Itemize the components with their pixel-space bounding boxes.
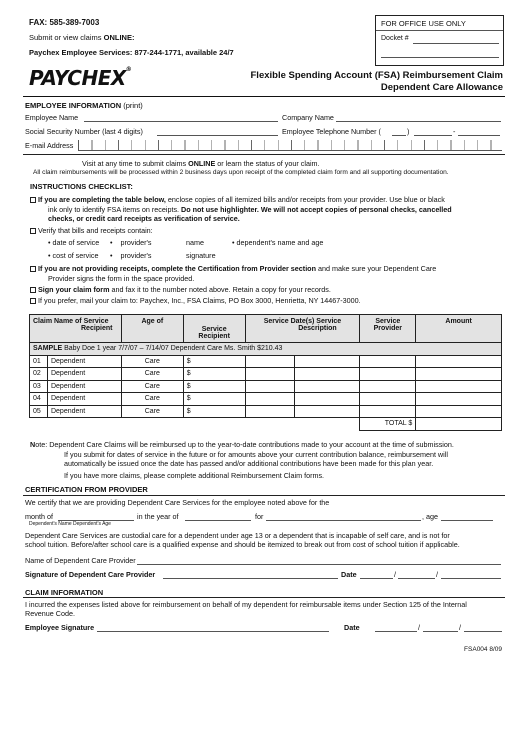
employee-info-title: EMPLOYEE INFORMATION — [25, 101, 122, 110]
company-name-label: Company Name — [282, 113, 334, 122]
employee-date-day[interactable] — [423, 631, 458, 632]
instruction-1-l2b: Do not use highlighter. We will not accept copies of personal checks, cancelled — [181, 204, 452, 214]
bullet-provider-name: • provider's — [110, 238, 152, 247]
bullet-signature-word: signature — [186, 251, 216, 260]
employee-info-note: (print) — [121, 101, 143, 110]
checkbox-1[interactable] — [30, 197, 36, 203]
sample-text: Baby Doe 1 year 7/7/07 – 7/14/07 Dependent Care Ms. Smith $210.43 — [64, 345, 283, 353]
instruction-3-bold: If you are not providing receipts, complete the Certification from Provider section — [38, 264, 316, 273]
instruction-3 — [30, 264, 500, 283]
visit-c: or learn the status of your claim. — [215, 159, 320, 168]
phone-area-field[interactable] — [392, 135, 406, 136]
ssn-field[interactable] — [157, 135, 278, 136]
docket-label: Docket # — [381, 35, 409, 42]
instruction-1-rest: enclose copies of all itemized bills and/or receipts from your provider. Use blue or black — [165, 195, 445, 204]
col-age: Age of — [121, 315, 183, 343]
row-dependent[interactable]: Dependent — [47, 393, 121, 406]
employee-info-heading — [25, 101, 143, 110]
instruction-1-l2a: ink only to identify FSA items on receipts. — [48, 204, 182, 214]
employee-name-field[interactable] — [84, 121, 278, 122]
phone-prefix-field[interactable] — [414, 135, 452, 136]
row-amount-sign[interactable]: $ — [183, 368, 245, 381]
col-provider-b: Provider — [373, 325, 402, 332]
email-label: E-mail Address — [25, 141, 74, 150]
form-title-line1: Flexible Spending Account (FSA) Reimbursement Claim — [250, 70, 503, 81]
row-cell[interactable] — [416, 380, 502, 393]
table-row — [30, 368, 502, 381]
visit-a: Visit at any time to submit claims — [82, 159, 189, 168]
employee-section-bottom — [23, 154, 505, 155]
employee-date-month[interactable] — [375, 631, 417, 632]
checkbox-3[interactable] — [30, 266, 36, 272]
instruction-5 — [30, 296, 361, 305]
col-service-recipient-b: Recipient — [198, 333, 230, 340]
office-use-line-2 — [381, 57, 499, 58]
email-field[interactable] — [78, 140, 502, 151]
row-cell[interactable] — [416, 393, 502, 406]
table-row — [30, 355, 502, 368]
row-cell[interactable] — [416, 405, 502, 418]
phone-label — [282, 127, 381, 136]
note-line2: If you submit for dates of service in the future or for amounts above your current contribution balance, reimbursement will — [64, 449, 448, 459]
ssn-label: Social Security Number (last 4 digits) — [25, 127, 143, 136]
col-claim — [30, 315, 122, 343]
employee-name-label: Employee Name — [25, 113, 79, 122]
col-service-recipient — [183, 315, 245, 343]
row-number: 01 — [30, 355, 48, 368]
submit-prefix: Submit or view claims — [29, 33, 104, 42]
year-field[interactable] — [185, 520, 251, 521]
office-use-title: FOR OFFICE USE ONLY — [381, 19, 466, 28]
sample-row — [30, 343, 502, 356]
checkbox-2[interactable] — [30, 228, 36, 234]
sample-label: SAMPLE — [33, 345, 63, 353]
row-amount-sign[interactable]: $ — [183, 393, 245, 406]
certification-heading: CERTIFICATION FROM PROVIDER — [25, 485, 148, 494]
note-label-rest: ote: — [35, 440, 48, 449]
care-definition — [25, 531, 505, 550]
employee-date-year[interactable] — [464, 631, 502, 632]
row-cell[interactable] — [295, 380, 360, 393]
certification-line1: We certify that we are providing Dependent Care Services for the employee noted above for the — [25, 498, 330, 507]
header-divider — [23, 96, 505, 97]
note-block — [30, 440, 505, 483]
note-line1: Dependent Care Claims will be reimbursed up to the year-to-date contributions made to your account at the time of submission. — [47, 440, 454, 449]
instruction-1-l3: checks, or credit card receipts as verification of service. — [48, 214, 240, 223]
row-dependent[interactable]: Dependent — [47, 405, 121, 418]
office-use-box — [375, 15, 504, 66]
instruction-4-bold: Sign your claim form — [38, 285, 110, 294]
certification-divider — [23, 495, 505, 496]
provider-date-month[interactable] — [360, 578, 393, 579]
employee-signature-field[interactable] — [97, 631, 329, 632]
bullet-dependent-text: dependent's name and age — [236, 238, 324, 247]
row-care[interactable]: Care — [121, 405, 183, 418]
year-of-label: in the year of — [137, 512, 179, 521]
col-claim-label: Claim Name of — [33, 318, 82, 325]
visit-online-text — [82, 159, 320, 168]
table-row — [30, 405, 502, 418]
instruction-5-text: If you prefer, mail your claim to: Paychex, Inc., FSA Claims, PO Box 3000, Henrietta, NY 14467-3000. — [38, 296, 361, 305]
for-label: for — [255, 512, 264, 521]
note-line4: If you have more claims, please complete additional Reimbursement Claim forms. — [64, 470, 325, 480]
col-dates-label: Service Date(s) Service — [263, 318, 342, 325]
table-header-row — [30, 315, 502, 343]
row-cell[interactable] — [360, 368, 416, 381]
row-dependent[interactable]: Dependent — [47, 368, 121, 381]
care-definition-1: Dependent Care Services are custodial care for a dependent under age 13 or a dependent that is incapable of self care, and is not for — [25, 531, 450, 540]
note-line3: automatically be issued once the date has passed and/or additional contributions have been made for this plan year. — [64, 459, 434, 469]
employee-date-slash-1: / — [418, 623, 420, 632]
row-amount-sign[interactable]: $ — [183, 355, 245, 368]
row-cell[interactable] — [245, 368, 295, 381]
col-amount: Amount — [416, 315, 502, 343]
visit-b: ONLINE — [188, 159, 216, 168]
instruction-2-text: Verify that bills and receipts contain: — [38, 226, 153, 235]
row-care[interactable]: Care — [121, 355, 183, 368]
row-amount-sign[interactable]: $ — [183, 405, 245, 418]
total-label: TOTAL $ — [360, 418, 416, 431]
phone-line-field[interactable] — [458, 135, 500, 136]
checkbox-4[interactable] — [30, 287, 36, 293]
docket-field[interactable] — [413, 43, 499, 44]
employee-services-line: Paychex Employee Services: 877-244-1771, available 24/7 — [29, 48, 234, 57]
bullet-dependent: • dependent's name and age — [232, 238, 324, 247]
provider-date-label: Date — [341, 570, 357, 579]
row-cell[interactable] — [295, 405, 360, 418]
bullet-date-service-text: date of service — [52, 238, 100, 247]
col-service-recipient-a: Service — [201, 326, 227, 333]
row-cell[interactable] — [295, 368, 360, 381]
checkbox-5[interactable] — [30, 298, 36, 304]
row-cell[interactable] — [360, 355, 416, 368]
col-recipient-b: Recipient — [81, 325, 113, 332]
bullet-provider-sig: • provider's — [110, 251, 152, 260]
employee-signature-label: Employee Signature — [25, 623, 95, 632]
row-amount-sign[interactable]: $ — [183, 380, 245, 393]
row-number: 02 — [30, 368, 48, 381]
bullet-cost: • cost of service — [48, 251, 99, 260]
instructions-heading: INSTRUCTIONS CHECKLIST: — [30, 182, 133, 191]
row-number: 05 — [30, 405, 48, 418]
table-row — [30, 393, 502, 406]
instruction-4-rest: and fax it to the number noted above. Retain a copy for your records. — [109, 285, 331, 294]
instruction-1-bold: If you are completing the table below, — [38, 195, 166, 204]
row-cell[interactable] — [245, 393, 295, 406]
row-cell[interactable] — [245, 380, 295, 393]
processing-notice: All claim reimbursements will be processed within 2 business days upon receipt of the completed claim form and all supporting documentation. — [33, 169, 449, 176]
row-cell[interactable] — [295, 355, 360, 368]
fax-number: FAX: 585-389-7003 — [29, 18, 100, 27]
row-dependent[interactable]: Dependent — [47, 355, 121, 368]
company-name-field[interactable] — [336, 121, 501, 122]
col-service-a: Service — [83, 318, 109, 325]
form-title-line2: Dependent Care Allowance — [380, 82, 503, 93]
provider-date-slash-2: / — [436, 570, 438, 579]
instruction-2 — [30, 226, 153, 235]
provider-signature-label: Signature of Dependent Care Provider — [25, 570, 156, 579]
dependent-sublabel: Dependent's Name Dependent's Age — [29, 521, 111, 527]
bullet-cost-text: cost of service — [52, 251, 99, 260]
phone-paren: ) — [407, 127, 410, 136]
total-amount-field[interactable] — [416, 418, 502, 431]
logo-text: PAYCHEX — [29, 66, 126, 90]
provider-date-slash-1: / — [394, 570, 396, 579]
row-cell[interactable] — [360, 393, 416, 406]
instruction-3-l2: Provider signs the form in the space provided. — [48, 273, 195, 283]
col-provider-a: Service — [375, 318, 401, 325]
row-cell[interactable] — [360, 405, 416, 418]
phone-label-text: Employee Telephone Number ( — [282, 127, 381, 136]
employee-date-label: Date — [344, 623, 360, 632]
col-description: Description — [298, 325, 337, 332]
provider-name-field[interactable] — [137, 564, 501, 565]
claim-info-line1: I incurred the expenses listed above for reimbursement on behalf of my dependent for reimbursable items under Section 125 of the Internal — [25, 600, 467, 609]
row-number: 03 — [30, 380, 48, 393]
office-use-divider — [376, 30, 503, 31]
provider-name-label: Name of Dependent Care Provider — [25, 556, 136, 565]
age-label: , age — [422, 512, 438, 521]
dependent-name-field[interactable] — [266, 520, 421, 521]
row-number: 04 — [30, 393, 48, 406]
care-definition-2: school tuition. Before/after school care is a qualified expense and should be itemized to break out from cost of school tuition if applicable. — [25, 540, 460, 550]
paychex-logo — [29, 66, 131, 90]
claims-table — [29, 314, 502, 431]
row-cell[interactable] — [245, 405, 295, 418]
row-cell[interactable] — [416, 368, 502, 381]
instruction-1 — [30, 195, 500, 224]
provider-date-day[interactable] — [398, 578, 435, 579]
submit-online-text — [29, 33, 134, 42]
bullet-provider-text: provider's — [120, 238, 152, 247]
col-dates — [245, 315, 360, 343]
claim-info-line2: Revenue Code. — [25, 609, 75, 619]
logo-trademark: ® — [125, 66, 132, 73]
row-cell[interactable] — [360, 380, 416, 393]
row-care[interactable]: Care — [121, 380, 183, 393]
row-cell[interactable] — [416, 355, 502, 368]
bullet-provider-name-word: name — [186, 238, 204, 247]
row-cell[interactable] — [245, 355, 295, 368]
row-dependent[interactable]: Dependent — [47, 380, 121, 393]
instruction-3-rest: and make sure your Dependent Care — [315, 264, 437, 273]
bullet-date-service: • date of service — [48, 238, 100, 247]
dependent-age-field[interactable] — [441, 520, 493, 521]
instruction-4 — [30, 285, 331, 294]
claim-info-heading: CLAIM INFORMATION — [25, 588, 104, 597]
claim-info-text — [25, 600, 505, 619]
provider-date-year[interactable] — [441, 578, 501, 579]
row-care[interactable]: Care — [121, 393, 183, 406]
row-care[interactable]: Care — [121, 368, 183, 381]
claim-info-divider — [23, 597, 505, 598]
total-spacer — [30, 418, 360, 431]
employee-date-slash-2: / — [459, 623, 461, 632]
col-provider — [360, 315, 416, 343]
provider-signature-field[interactable] — [163, 578, 338, 579]
total-row — [30, 418, 502, 431]
month-of-label: month of — [25, 512, 53, 521]
table-row — [30, 380, 502, 393]
row-cell[interactable] — [295, 393, 360, 406]
phone-dash: - — [453, 127, 456, 136]
form-code: FSA004 8/09 — [464, 646, 502, 653]
submit-online-label: ONLINE: — [103, 33, 135, 42]
sample-cell — [30, 343, 502, 356]
note-label: N — [30, 440, 36, 449]
bullet-provider-sig-text: provider's — [120, 251, 152, 260]
